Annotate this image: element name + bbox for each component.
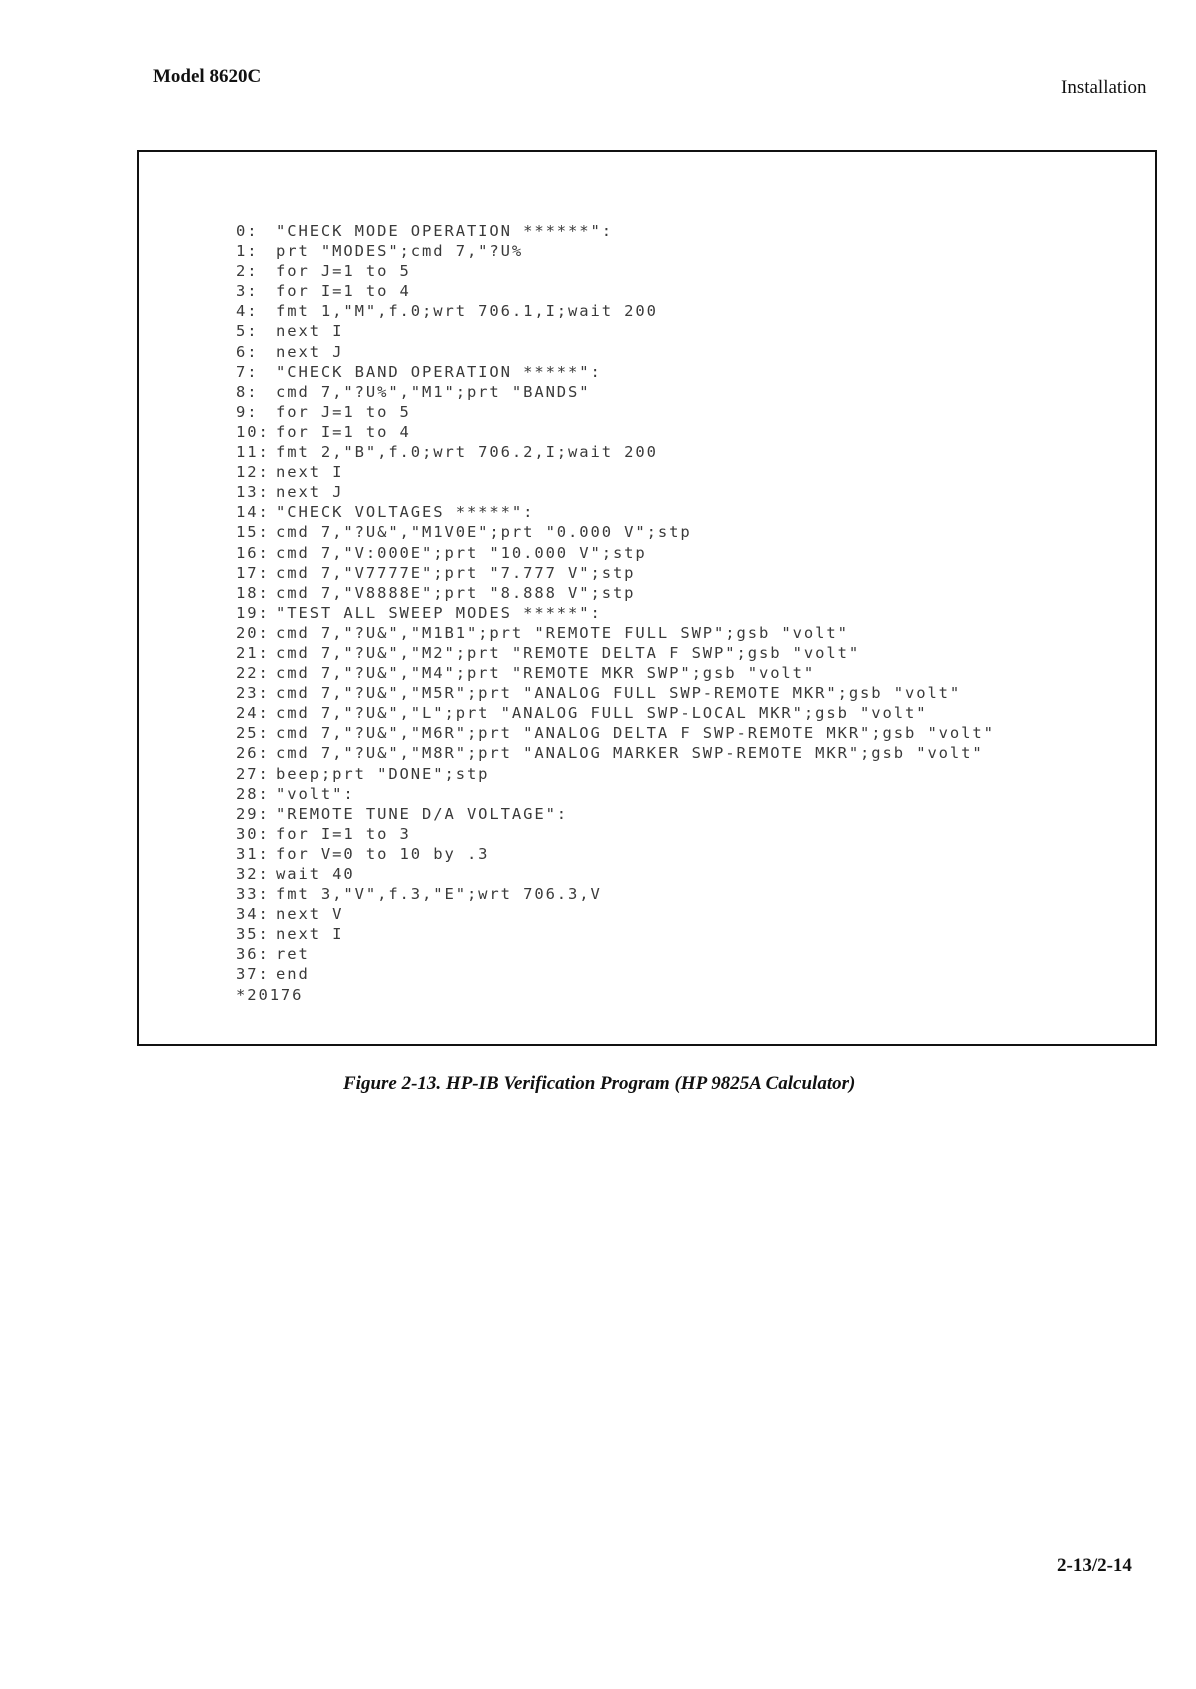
- program-line: [236, 362, 1116, 382]
- line-number: 8:: [236, 382, 259, 401]
- line-code: "CHECK VOLTAGES *****":: [276, 503, 535, 522]
- line-code: next I: [276, 925, 344, 944]
- line-code: for I=1 to 4: [276, 282, 411, 301]
- line-number: 10:: [236, 422, 270, 441]
- line-number: 36:: [236, 945, 270, 964]
- program-line: [236, 603, 1116, 623]
- model-header: Model 8620C: [153, 66, 262, 87]
- line-code: cmd 7,"?U&","M6R";prt "ANALOG DELTA F SWP-REMOTE MKR";gsb "volt": [276, 724, 995, 743]
- program-line: [236, 402, 1116, 422]
- line-code: next I: [276, 463, 344, 482]
- program-line: [236, 382, 1116, 402]
- page-number: 2-13/2-14: [1057, 1555, 1132, 1576]
- program-line: [236, 462, 1116, 482]
- line-number: 29:: [236, 804, 270, 823]
- program-line: [236, 824, 1116, 844]
- line-number: 9:: [236, 402, 259, 421]
- line-code: ret: [276, 945, 310, 964]
- line-number: 32:: [236, 865, 270, 883]
- line-code: cmd 7,"?U&","M8R";prt "ANALOG MARKER SWP-REMOTE MKR";gsb "volt": [276, 744, 984, 763]
- line-code: end: [276, 965, 310, 984]
- program-line: [236, 522, 1116, 542]
- line-number: 35:: [236, 925, 270, 944]
- line-code: cmd 7,"V8888E";prt "8.888 V";stp: [276, 583, 636, 602]
- line-number: 14:: [236, 503, 270, 522]
- line-code: "TEST ALL SWEEP MODES *****":: [276, 603, 602, 622]
- line-code: beep;prt "DONE";stp: [276, 764, 490, 783]
- line-number: 17:: [236, 563, 270, 582]
- line-number: 21:: [236, 643, 270, 662]
- line-number: 16:: [236, 543, 270, 562]
- program-line: [236, 904, 1116, 924]
- program-line: [236, 864, 1116, 884]
- program-line: [236, 944, 1116, 964]
- line-code: cmd 7,"?U%","M1";prt "BANDS": [276, 382, 591, 401]
- line-code: "volt":: [276, 784, 355, 803]
- line-code: "CHECK MODE OPERATION ******":: [276, 222, 613, 240]
- line-number: 19:: [236, 603, 270, 622]
- line-number: 6:: [236, 342, 259, 361]
- line-number: 7:: [236, 362, 259, 381]
- program-line: [236, 482, 1116, 502]
- line-code: for I=1 to 4: [276, 422, 411, 441]
- line-code: cmd 7,"?U&","M4";prt "REMOTE MKR SWP";gsb "volt": [276, 664, 816, 683]
- program-line: [236, 502, 1116, 522]
- line-number: 20:: [236, 623, 270, 642]
- program-line: [236, 643, 1116, 663]
- program-line: [236, 221, 1116, 241]
- section-header: Installation: [1061, 77, 1147, 98]
- line-code: prt "MODES";cmd 7,"?U%: [276, 242, 524, 261]
- program-line: [236, 683, 1116, 703]
- line-code: cmd 7,"?U&","M1V0E";prt "0.000 V";stp: [276, 523, 692, 542]
- line-code: fmt 2,"B",f.0;wrt 706.2,I;wait 200: [276, 443, 658, 462]
- line-number: 18:: [236, 583, 270, 602]
- program-line: [236, 844, 1116, 864]
- program-line: [236, 281, 1116, 301]
- line-number: 22:: [236, 664, 270, 683]
- line-code: next J: [276, 342, 344, 361]
- line-code: cmd 7,"?U&","M5R";prt "ANALOG FULL SWP-REMOTE MKR";gsb "volt": [276, 684, 962, 703]
- program-line: [236, 321, 1116, 341]
- line-code: cmd 7,"?U&","M1B1";prt "REMOTE FULL SWP";gsb "volt": [276, 623, 849, 642]
- line-number: 34:: [236, 905, 270, 924]
- line-number: 24:: [236, 704, 270, 723]
- line-code: cmd 7,"V:000E";prt "10.000 V";stp: [276, 543, 647, 562]
- program-line: [236, 804, 1116, 824]
- line-number: 1:: [236, 242, 259, 261]
- line-code: "REMOTE TUNE D/A VOLTAGE":: [276, 804, 569, 823]
- line-number: 2:: [236, 262, 259, 281]
- line-code: for V=0 to 10 by .3: [276, 844, 490, 863]
- line-code: wait 40: [276, 865, 355, 883]
- program-line: [236, 964, 1116, 984]
- line-number: 37:: [236, 965, 270, 984]
- line-code: cmd 7,"?U&","M2";prt "REMOTE DELTA F SWP";gsb "volt": [276, 643, 861, 662]
- line-number: 3:: [236, 282, 259, 301]
- line-code: fmt 1,"M",f.0;wrt 706.1,I;wait 200: [276, 302, 658, 321]
- line-number: 13:: [236, 483, 270, 502]
- program-line: [236, 784, 1116, 804]
- program-line: [236, 563, 1116, 583]
- line-number: 28:: [236, 784, 270, 803]
- line-number: 25:: [236, 724, 270, 743]
- program-line: [236, 261, 1116, 281]
- program-line: [236, 301, 1116, 321]
- line-code: "CHECK BAND OPERATION *****":: [276, 362, 602, 381]
- program-line: [236, 743, 1116, 763]
- program-line: [236, 723, 1116, 743]
- line-code: next I: [276, 322, 344, 341]
- line-number: 30:: [236, 824, 270, 843]
- program-line: [236, 764, 1116, 784]
- line-number: 31:: [236, 844, 270, 863]
- program-line: [236, 342, 1116, 362]
- program-line: [236, 663, 1116, 683]
- line-code: cmd 7,"V7777E";prt "7.777 V";stp: [276, 563, 636, 582]
- program-line: [236, 241, 1116, 261]
- program-line: [236, 422, 1116, 442]
- figure-caption: Figure 2-13. HP-IB Verification Program (HP 9825A Calculator): [343, 1073, 856, 1094]
- line-code: next V: [276, 905, 344, 924]
- line-number: 12:: [236, 463, 270, 482]
- line-number: 15:: [236, 523, 270, 542]
- line-number: 5:: [236, 322, 259, 341]
- program-line: [236, 703, 1116, 723]
- line-code: fmt 3,"V",f.3,"E";wrt 706.3,V: [276, 885, 602, 904]
- line-number: 11:: [236, 443, 270, 462]
- program-line: [236, 543, 1116, 563]
- line-number: 4:: [236, 302, 259, 321]
- line-code: for I=1 to 3: [276, 824, 411, 843]
- line-number: 27:: [236, 764, 270, 783]
- program-line: [236, 583, 1116, 603]
- line-code: for J=1 to 5: [276, 262, 411, 281]
- program-listing: [236, 221, 1116, 1005]
- line-number: 0:: [236, 222, 259, 240]
- line-code: for J=1 to 5: [276, 402, 411, 421]
- line-number: 26:: [236, 744, 270, 763]
- program-line: [236, 442, 1116, 462]
- program-line: [236, 623, 1116, 643]
- program-line: [236, 924, 1116, 944]
- line-code: next J: [276, 483, 344, 502]
- line-number: 23:: [236, 684, 270, 703]
- program-line: [236, 884, 1116, 904]
- checksum: *20176: [236, 985, 304, 1004]
- line-number: 33:: [236, 885, 270, 904]
- line-code: cmd 7,"?U&","L";prt "ANALOG FULL SWP-LOCAL MKR";gsb "volt": [276, 704, 928, 723]
